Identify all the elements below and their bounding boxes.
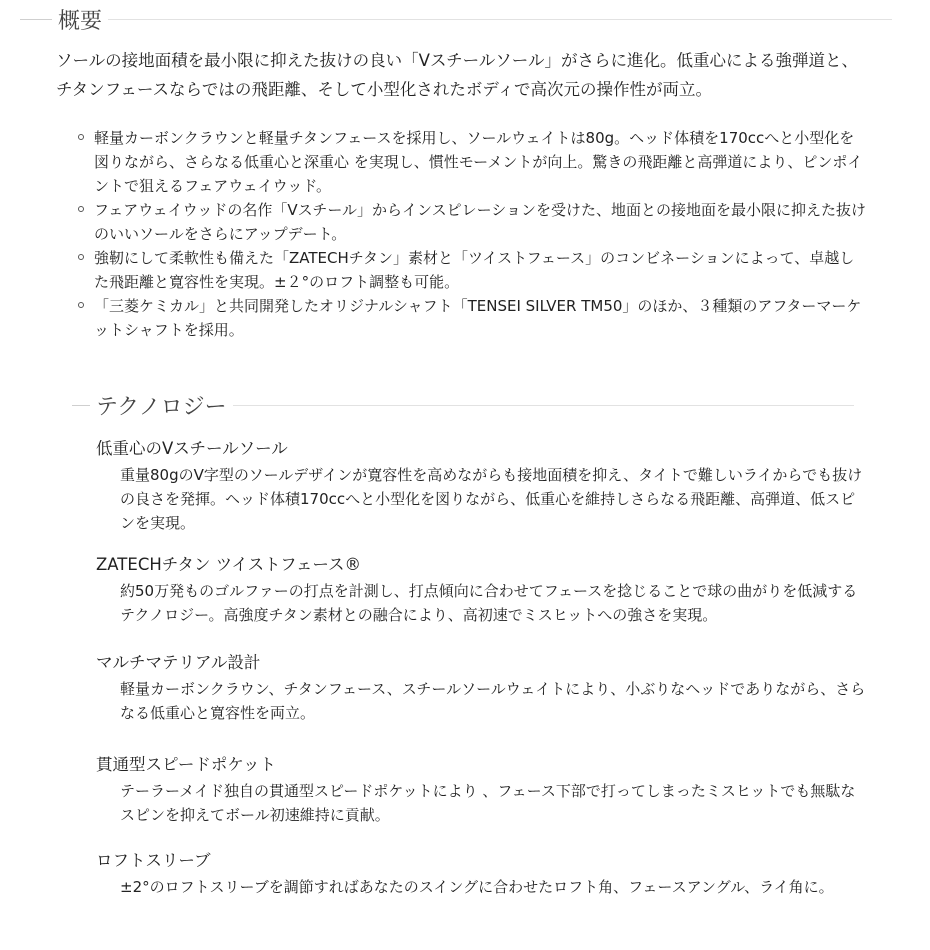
tech-item-speed-pocket — [96, 753, 866, 827]
tech-item-title: マルチマテリアル設計 — [96, 653, 261, 672]
tech-item-title: 低重心のVスチールソール — [96, 439, 288, 458]
tech-item-description: 重量80gのV字型のソールデザインが寛容性を高めながらも接地面積を抑え、タイトで難しいライからでも抜けの良さを発揮。ヘッド体積170ccへと小型化を図りながら、低重心を維持しさらなる飛距離、高弾道、低スピンを実現。 — [120, 466, 863, 532]
feature-item — [78, 126, 868, 198]
tech-item-loft-sleeve — [96, 849, 866, 899]
feature-list — [78, 126, 868, 342]
circle-bullet-icon — [78, 254, 84, 260]
heading-divider — [72, 405, 90, 406]
tech-item-description: テーラーメイド独自の貫通型スピードポケットにより 、フェース下部で打ってしまったミスヒットでも無駄なスピンを抑えてボール初速維持に貢献。 — [120, 782, 856, 824]
heading-divider — [108, 19, 892, 20]
technology-heading — [72, 390, 854, 421]
tech-item-title: ロフトスリーブ — [96, 851, 211, 870]
feature-text: 「三菱ケミカル」と共同開発したオリジナルシャフト「TENSEI SILVER TM50」のほか、３種類のアフターマーケットシャフトを採用。 — [94, 297, 862, 339]
circle-bullet-icon — [78, 302, 84, 308]
tech-item-twist-face — [96, 553, 866, 627]
overview-intro: ソールの接地面積を最小限に抑えた抜けの良い「Vスチールソール」がさらに進化。低重心による強弾道と、チタンフェースならではの飛距離、そして小型化されたボディで高次元の操作性が両立。 — [56, 51, 858, 99]
tech-item-vsteel-sole — [96, 437, 866, 535]
tech-item-description: ±2°のロフトスリーブを調節すればあなたのスイングに合わせたロフト角、フェースアングル、ライ角に。 — [120, 878, 834, 896]
tech-item-title: ZATECHチタン ツイストフェース® — [96, 555, 362, 574]
technology-heading-text: テクノロジー — [96, 395, 227, 420]
feature-item — [78, 294, 868, 342]
circle-bullet-icon — [78, 134, 84, 140]
feature-text: 強靭にして柔軟性も備えた「ZATECHチタン」素材と「ツイストフェース」のコンビネーションによって、卓越した飛距離と寛容性を実現。±２°のロフト調整も可能。 — [94, 249, 855, 291]
tech-item-multi-material — [96, 651, 866, 725]
tech-item-title: 貫通型スピードポケット — [96, 755, 277, 774]
feature-text: 軽量カーボンクラウンと軽量チタンフェースを採用し、ソールウェイトは80g。ヘッド体積を170ccへと小型化を図りながら、さらなる低重心と深重心 を実現し、慣性モーメントが向上。驚きの飛距離と高弾道により、ピンポイントで狙えるフェアウェイウッド。 — [94, 129, 863, 195]
heading-divider — [233, 405, 854, 406]
feature-text: フェアウェイウッドの名作「Vスチール」からインスピレーションを受けた、地面との接地面を最小限に抑えた抜けのいいソールをさらにアップデート。 — [94, 201, 866, 243]
tech-item-description: 軽量カーボンクラウン、チタンフェース、スチールソールウェイトにより、小ぶりなヘッドでありながら、さらなる低重心と寛容性を両立。 — [120, 680, 866, 722]
feature-item — [78, 246, 868, 294]
tech-item-description: 約50万発ものゴルファーの打点を計測し、打点傾向に合わせてフェースを捻じることで球の曲がりを低減するテクノロジー。高強度チタン素材との融合により、高初速でミスヒットへの強さを実現。 — [120, 582, 858, 624]
overview-heading — [20, 4, 892, 35]
feature-item — [78, 198, 868, 246]
circle-bullet-icon — [78, 206, 84, 212]
heading-divider — [20, 19, 52, 20]
overview-heading-text: 概要 — [58, 9, 103, 34]
